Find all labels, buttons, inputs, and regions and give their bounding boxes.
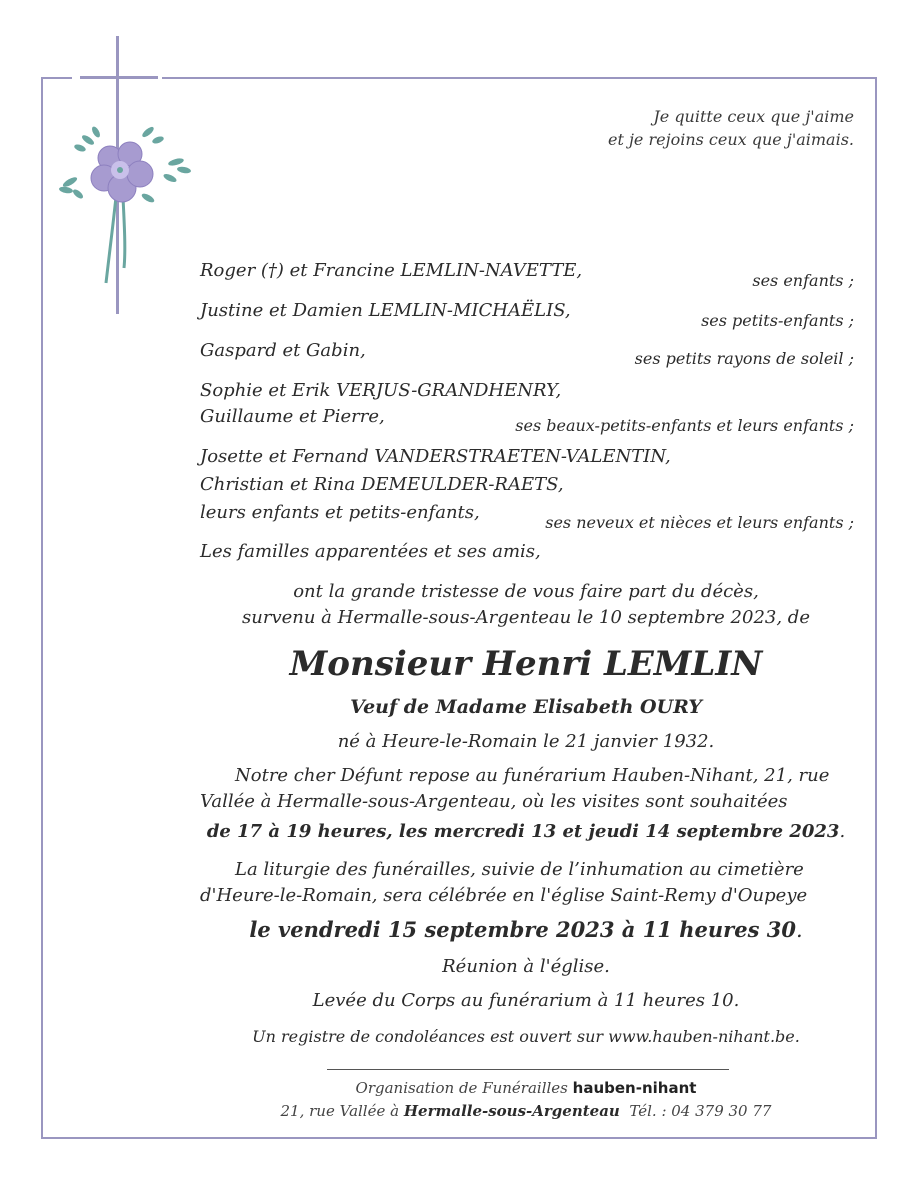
announcement-line: survenu à Hermalle-sous-Argenteau le 10 septembre 2023, de bbox=[242, 607, 810, 628]
family-line: Christian et Rina DEMEULDER-RAETS, bbox=[200, 474, 564, 495]
funeral-date-text: le vendredi 15 septembre 2023 à 11 heures 30 bbox=[249, 917, 796, 942]
relation-label: ses beaux-petits-enfants et leurs enfants ; bbox=[515, 416, 854, 435]
deceased-name: Monsieur Henri LEMLIN bbox=[289, 644, 763, 684]
cross-horizontal-bar bbox=[80, 76, 158, 79]
relation-label: ses petits-enfants ; bbox=[701, 311, 854, 330]
birth-line: né à Heure-le-Romain le 21 janvier 1932. bbox=[337, 731, 715, 752]
meeting-line: Réunion à l'église. bbox=[442, 956, 610, 977]
footer-org-prefix: Organisation de Funérailles bbox=[355, 1079, 568, 1097]
footer-phone: Tél. : 04 379 30 77 bbox=[629, 1102, 772, 1120]
visitation-line: Vallée à Hermalle-sous-Argenteau, où les visites sont souhaitées bbox=[200, 791, 788, 812]
levee-line: Levée du Corps au funérarium à 11 heures 10. bbox=[312, 990, 740, 1011]
funeral-date bbox=[170, 917, 882, 942]
footer-address-town: Hermalle-sous-Argenteau bbox=[403, 1102, 620, 1120]
widower-line: Veuf de Madame Elisabeth OURY bbox=[350, 696, 702, 718]
epigraph bbox=[608, 105, 854, 151]
family-line: Roger (†) et Francine LEMLIN-NAVETTE, bbox=[200, 260, 583, 281]
flower-bouquet-icon bbox=[58, 118, 198, 288]
family-line: Sophie et Erik VERJUS-GRANDHENRY, bbox=[200, 380, 562, 401]
family-line: Gaspard et Gabin, bbox=[200, 340, 366, 361]
announcement-line: ont la grande tristesse de vous faire part du décès, bbox=[293, 581, 759, 602]
epigraph-line: Je quitte ceux que j'aime bbox=[653, 107, 854, 126]
relation-label: ses neveux et nièces et leurs enfants ; bbox=[545, 513, 854, 532]
visitation-hours-text: de 17 à 19 heures, les mercredi 13 et jeudi 14 septembre 2023 bbox=[206, 821, 840, 842]
relation-label: ses petits rayons de soleil ; bbox=[634, 349, 854, 368]
family-line: Guillaume et Pierre, bbox=[200, 406, 385, 427]
funeral-line: La liturgie des funérailles, suivie de l’inhumation au cimetière bbox=[235, 859, 804, 880]
epigraph-line: et je rejoins ceux que j'aimais. bbox=[607, 130, 854, 149]
family-line: Les familles apparentées et ses amis, bbox=[200, 541, 541, 562]
funeral-date-end: . bbox=[795, 918, 803, 942]
footer-brand: hauben-nihant bbox=[572, 1079, 697, 1097]
relation-label: ses enfants ; bbox=[752, 271, 854, 290]
footer-address-prefix: 21, rue Vallée à bbox=[280, 1102, 400, 1120]
funeral-line: d'Heure-le-Romain, sera célébrée en l'église Saint-Remy d'Oupeye bbox=[200, 885, 808, 906]
visitation-hours-end: . bbox=[839, 821, 846, 842]
visitation-line: Notre cher Défunt repose au funérarium Hauben-Nihant, 21, rue bbox=[235, 765, 830, 786]
family-line: Justine et Damien LEMLIN-MICHAËLIS, bbox=[200, 300, 571, 321]
registry-line: Un registre de condoléances est ouvert sur www.hauben-nihant.be. bbox=[252, 1027, 800, 1046]
footer-address bbox=[170, 1102, 882, 1120]
family-line: leurs enfants et petits-enfants, bbox=[200, 502, 480, 523]
family-line: Josette et Fernand VANDERSTRAETEN-VALENTIN, bbox=[200, 446, 671, 467]
visitation-hours bbox=[170, 821, 882, 842]
footer-divider bbox=[327, 1069, 729, 1070]
footer-org bbox=[170, 1079, 882, 1097]
